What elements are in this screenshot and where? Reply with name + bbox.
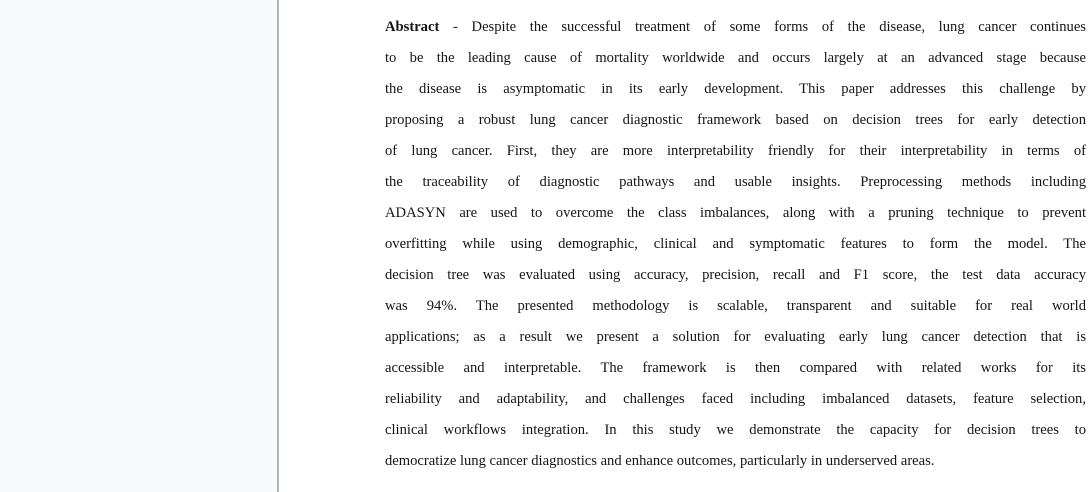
abstract-line: reliability and adaptability, and challenges faced including imbalanced datasets, feature selection, bbox=[385, 391, 1086, 407]
sidebar-panel bbox=[0, 0, 277, 492]
abstract-line: overfitting while using demographic, clinical and symptomatic features to form the model. The bbox=[385, 236, 1086, 252]
abstract-line: decision tree was evaluated using accuracy, precision, recall and F1 score, the test data accuracy bbox=[385, 267, 1086, 283]
abstract-line: the disease is asymptomatic in its early development. This paper addresses this challenge by bbox=[385, 81, 1086, 97]
abstract-line: was 94%. The presented methodology is scalable, transparent and suitable for real world bbox=[385, 298, 1086, 314]
abstract-heading: Abstract bbox=[385, 19, 440, 35]
abstract-line: of lung cancer. First, they are more interpretability friendly for their interpretability in terms of bbox=[385, 143, 1086, 159]
abstract-line: applications; as a result we present a solution for evaluating early lung cancer detection that is bbox=[385, 329, 1086, 345]
abstract-line: to be the leading cause of mortality worldwide and occurs largely at an advanced stage because bbox=[385, 50, 1086, 66]
abstract-paragraph bbox=[385, 12, 1086, 477]
abstract-line: Abstract - Despite the successful treatment of some forms of the disease, lung cancer continues bbox=[385, 19, 1086, 35]
paper-page bbox=[279, 0, 1092, 492]
abstract-line: proposing a robust lung cancer diagnostic framework based on decision trees for early detection bbox=[385, 112, 1086, 128]
abstract-line: clinical workflows integration. In this study we demonstrate the capacity for decision trees to bbox=[385, 422, 1086, 438]
abstract-line: accessible and interpretable. The framework is then compared with related works for its bbox=[385, 360, 1086, 376]
abstract-line: the traceability of diagnostic pathways and usable insights. Preprocessing methods including bbox=[385, 174, 1086, 190]
abstract-line: democratize lung cancer diagnostics and enhance outcomes, particularly in underserved areas. bbox=[385, 453, 935, 469]
abstract-line: ADASYN are used to overcome the class imbalances, along with a pruning technique to prevent bbox=[385, 205, 1086, 221]
